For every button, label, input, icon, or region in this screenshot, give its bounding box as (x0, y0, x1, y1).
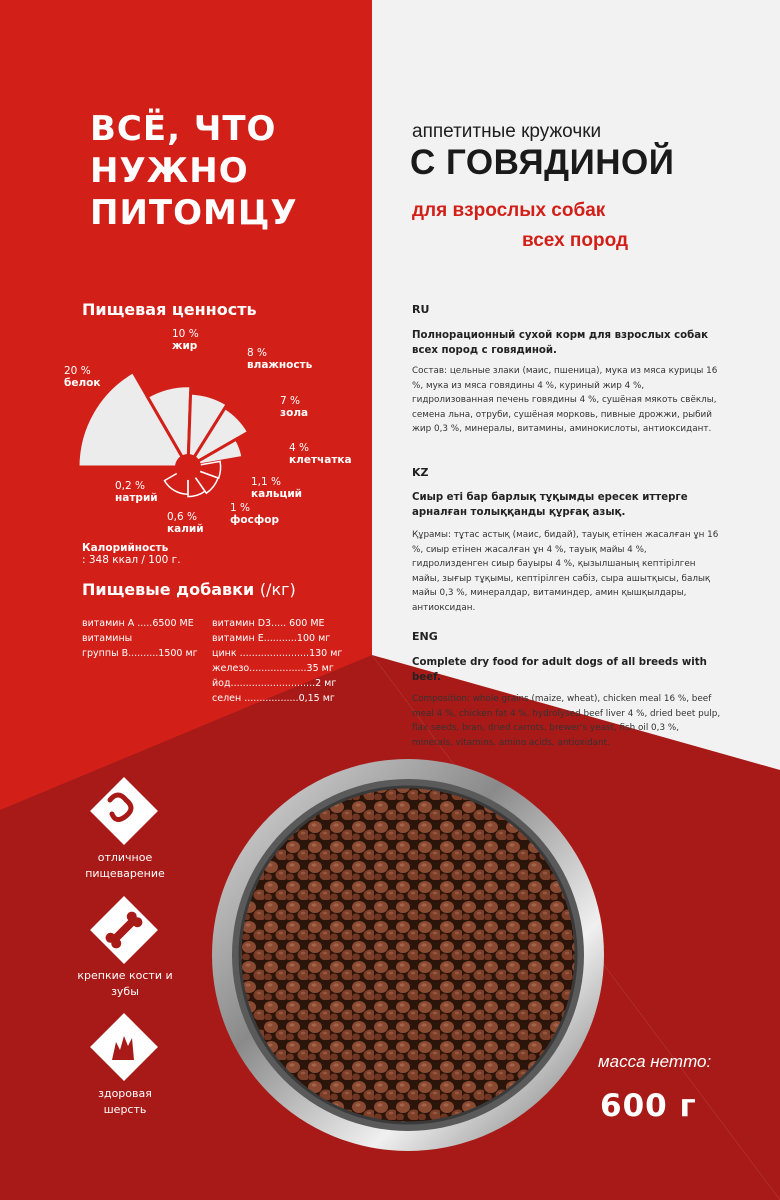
lang-code-kz: KZ (412, 466, 429, 479)
feature-icons (0, 0, 372, 1200)
label-calcium: 1,1 % кальций (251, 476, 303, 500)
supplement-row: витамин А .....6500 МЕ (82, 618, 194, 629)
supplement-row: железо...................35 мг (212, 663, 334, 674)
eng-composition: Composition: whole grains (maize, wheat), chicken meal 16 %, beef meal 4 %, chicken fat 4 %, hydrolysed beef liver 4 %, dried beet pulp, flax seeds, bran, dried carrots, brewer's yeast, fish oil 0,3 %, minerals, vitamins, amino acids, antioxidant. (412, 694, 721, 748)
ru-lead: Полнорационный сухой корм для взрослых собак всех пород с говядиной. (412, 330, 709, 356)
lang-code-eng: ENG (412, 630, 438, 643)
supplement-row: витамины (82, 633, 133, 644)
net-weight-label: масса нетто: (598, 1052, 712, 1071)
headline-line-1: ВСЁ, ЧТО (90, 109, 277, 149)
net-weight-value: 600 г (600, 1088, 697, 1124)
kz-composition: Құрамы: тұтас астық (маис, бидай), тауық етінен жасалған ұн 16 %, сиыр етінен жасалған ұн 4 %, тауық майы 4 %, гидролизденген сиыр бауыры 4 %, қызылшаның кептірілген майы, зығыр тұқымы, кептірілген сәбіз, сыра ашытқысы, балық майы 0,3 %, минералдар, витаминдер, амин қышқылдары, антиоксидан. (412, 530, 719, 613)
supplement-row: группы В..........1500 мг (82, 648, 198, 659)
coat-icon (90, 1013, 158, 1081)
label-phosphorus: 1 % фосфор (230, 502, 280, 526)
label-fat: 10 % жир (172, 328, 199, 352)
supplement-row: селен ..................0,15 мг (212, 693, 335, 704)
nutrition-title: Пищевая ценность (82, 300, 257, 319)
product-subtitle: аппетитные кружочки (412, 121, 602, 142)
calories: Калорийность : 348 ккал / 100 г. (82, 542, 181, 566)
product-title: С ГОВЯДИНОЙ (410, 143, 675, 182)
headline-line-3: ПИТОМЦУ (90, 193, 298, 233)
supplement-row: йод............................2 мг (212, 678, 337, 689)
supplement-row: витамин D3..... 600 МЕ (212, 618, 325, 629)
label-sodium: 0,2 % натрий (115, 480, 158, 504)
supplements-title: Пищевые добавки (/кг) (82, 580, 296, 599)
eng-lead: Complete dry food for adult dogs of all breeds with beef. (412, 657, 707, 683)
product-target-line-1: для взрослых собак (412, 200, 606, 221)
supplement-row: витамин Е...........100 мг (212, 633, 331, 644)
headline-line-2: НУЖНО (90, 151, 249, 191)
supplement-row: цинк .......................130 мг (212, 648, 343, 659)
feature-digestion-label: отличное пищеварение (85, 851, 165, 880)
label-ash: 7 % зола (280, 395, 309, 419)
lang-code-ru: RU (412, 303, 430, 316)
bone-icon (90, 896, 158, 964)
label-moisture: 8 % влажность (247, 347, 313, 371)
digestion-icon (90, 777, 158, 845)
product-target-line-2: всех пород (522, 230, 629, 251)
label-protein: 20 % белок (64, 365, 101, 389)
label-potassium: 0,6 % калий (167, 511, 204, 535)
ru-composition: Состав: цельные злаки (маис, пшеница), мука из мяса курицы 16 %, мука из мяса говядины 4 %, куриный жир 4 %, гидролизованная печень говядины 4 %, сушёная мякоть свёклы, семена льна, отруби, сушёная морковь, пивные дрожжи, рыбий жир 0,3 %, минералы, витамины, аминокислоты, антиоксидант. (412, 366, 718, 434)
kz-lead: Сиыр еті бар барлық тұқымды ересек иттерге арналған толыққанды құрғақ азық. (412, 492, 688, 518)
feature-coat-label: здоровая шерсть (98, 1087, 152, 1116)
label-fiber: 4 % клетчатка (289, 442, 352, 466)
feature-bones-label: крепкие кости и зубы (77, 969, 173, 998)
